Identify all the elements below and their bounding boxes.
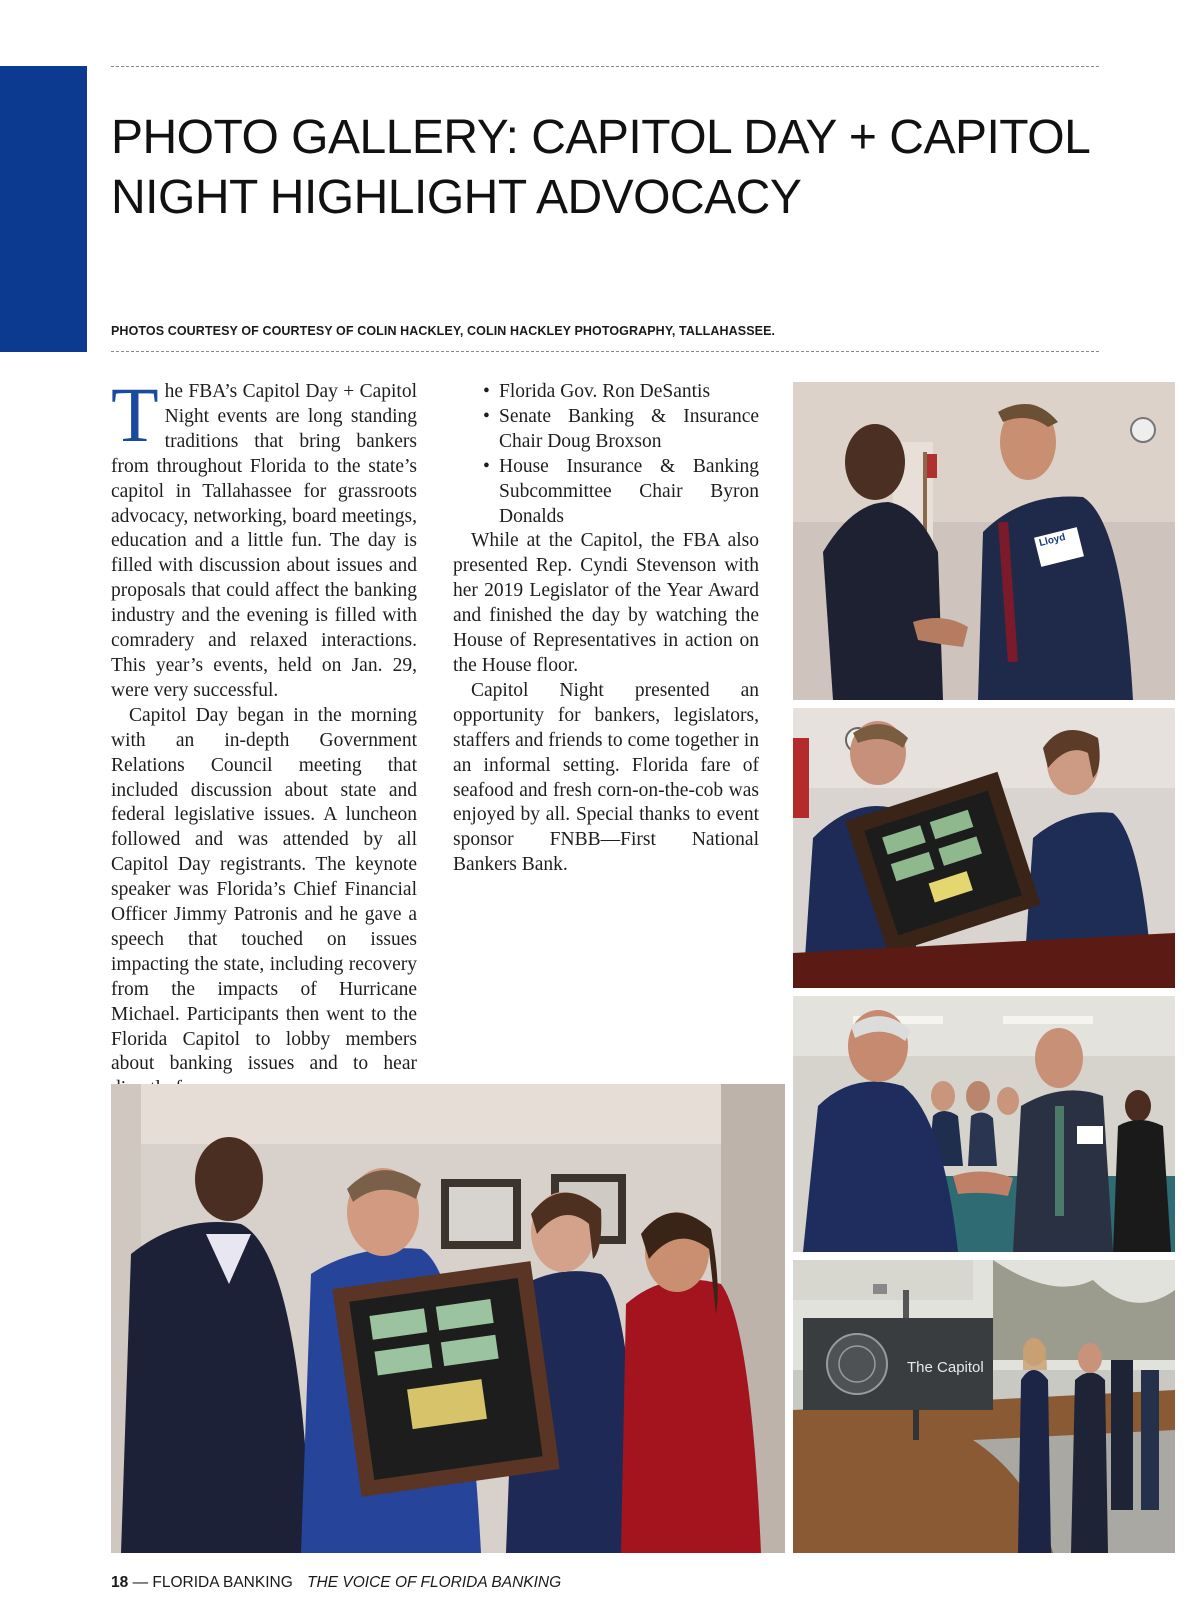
- name-tag: Lloyd: [1038, 531, 1067, 550]
- article-column-2: [453, 380, 759, 878]
- page-title: [111, 108, 1101, 228]
- photo-group-award: [111, 1084, 785, 1553]
- capitol-day-paragraph: Capitol Day began in the morning with an in-depth Government Relations Council meeting that included discussion about state and federal legislative issues. A luncheon followed and was attended by all Capitol Day registrants. The keynote speaker was Florida’s Chief Financial Officer Jimmy Patronis and he gave a speech that touched on issues impacting the state, including recovery from the impacts of Hurricane Michael. Participants then went to the Florida Capitol to lobby members about banking issues and to hear: [111, 704, 417, 1075]
- intro-paragraph: [111, 371, 417, 704]
- drop-cap: T: [111, 371, 159, 458]
- accent-bar: [0, 66, 87, 352]
- publication-name: FLORIDA BANKING: [152, 1574, 293, 1591]
- photo-reception-greeting: [793, 996, 1175, 1252]
- publication-tagline: THE VOICE OF FLORIDA BANKING: [307, 1574, 562, 1591]
- capitol-sign-text: The Capitol: [907, 1359, 984, 1376]
- header-divider: [111, 351, 1099, 352]
- photo-capitol-sign: [793, 1260, 1175, 1553]
- footer-separator: —: [132, 1574, 149, 1591]
- capitol-night-paragraph: Capitol Night presented an opportunity for bankers, legislators, staffers and friends to come together in an informal setting. Florida fare of seafood and fresh corn-on-the-cob was enjoyed by all. Special thanks to event sponsor FNBB—First National Bankers Bank.: [453, 679, 759, 876]
- speaker-item: • Senate Banking & Insurance Chair Doug Broxson: [453, 405, 759, 455]
- photo-award-presentation: [793, 708, 1175, 988]
- article-column-1: [111, 371, 417, 1102]
- legislator-award-paragraph: While at the Capitol, the FBA also presented Rep. Cyndi Stevenson with her 2019 Legislator of the Year Award and finished the day by watching the House of Representatives in action on the House floor.: [453, 530, 759, 676]
- photo-credit: PHOTOS COURTESY OF COURTESY OF COLIN HACKLEY, COLIN HACKLEY PHOTOGRAPHY, TALLAHASSEE.: [111, 324, 776, 338]
- photo-handshake: [793, 382, 1175, 700]
- speaker-item: • House Insurance & Banking Subcommittee Chair Byron Donalds: [453, 455, 759, 530]
- top-divider: [111, 66, 1099, 67]
- page-footer: [111, 1574, 561, 1592]
- intro-text: he FBA’s Capitol Day + Capitol Night events are long standing traditions that bring bankers from throughout Florida to the state’s capitol in Tallahassee for grassroots advocacy, networking, board meetings, education and a little fun. The day is filled with discussion about issues and proposals that could affect the banking industry and the evening is filled with comradery and relaxed interactions. This year’s events, held on Jan. 29, were very successful.: [111, 381, 417, 701]
- page-number: 18: [111, 1574, 129, 1591]
- speaker-list: [453, 380, 759, 529]
- title-line-2: NIGHT HIGHLIGHT ADVOCACY: [111, 171, 802, 224]
- title-line-1: PHOTO GALLERY: CAPITOL DAY + CAPITOL: [111, 111, 1091, 164]
- speaker-item: • Florida Gov. Ron DeSantis: [453, 380, 759, 405]
